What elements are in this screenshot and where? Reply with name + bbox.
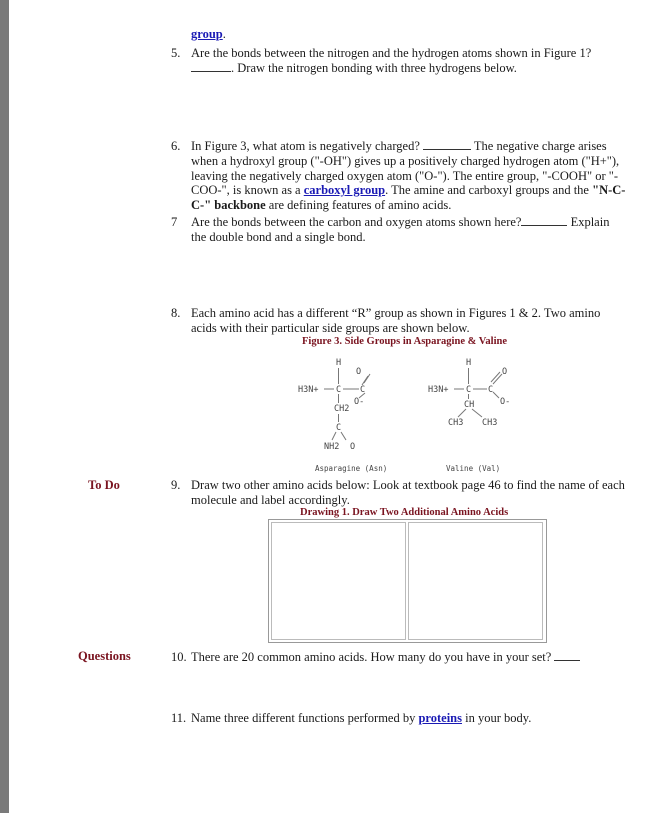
asparagine-label: Asparagine (Asn) [315, 464, 388, 473]
carboxyl-group-link[interactable]: carboxyl group [303, 183, 386, 198]
atom-c: C [466, 385, 472, 395]
backbone-bold-text: "N-C-C-" backbone [191, 183, 626, 213]
question-text: Each amino acid has a different “R” group as shown in Figures 1 & 2. Two amino acids with their particular side groups are shown below. [191, 306, 601, 335]
question-text-continued: Explain the double bond and a single bond. [191, 215, 610, 244]
question-text: Name three different functions performed by [191, 711, 419, 725]
question-text: There are 20 common amino acids. How many do you have in your set? [191, 650, 552, 664]
answer-blank[interactable] [423, 139, 471, 150]
question-number: 6. [171, 139, 181, 153]
valine-label: Valine (Val) [446, 464, 501, 473]
atom-c: C [488, 385, 494, 395]
atom-h3n: H3N+ [428, 385, 449, 395]
proteins-link[interactable]: proteins [418, 711, 462, 725]
sidebar-todo-label: To Do [88, 478, 120, 492]
page-edge-bar [0, 0, 9, 813]
atom-ch2: CH2 [334, 404, 350, 414]
question-text-continued: in your body. [462, 711, 532, 725]
top-link-line: group. [191, 27, 226, 41]
atom-c: C [360, 385, 366, 395]
figure-3-caption: Figure 3. Side Groups in Asparagine & Valine [302, 336, 507, 347]
question-number: 11. [171, 711, 187, 725]
question-9 [171, 478, 626, 508]
question-11 [171, 711, 626, 726]
question-10 [171, 650, 641, 665]
sidebar-questions-label: Questions [78, 649, 131, 663]
atom-h: H [466, 358, 472, 368]
question-7 [171, 215, 626, 245]
atom-ch: CH [464, 400, 475, 410]
atom-nh2: NH2 [324, 442, 340, 452]
atom-ch3: CH3 [482, 418, 498, 428]
atom-o: O [350, 442, 356, 452]
group-link[interactable]: group [191, 27, 223, 41]
answer-blank[interactable] [521, 215, 567, 226]
drawing-box-left[interactable] [271, 522, 406, 640]
asparagine-structure [290, 352, 380, 452]
question-number: 5. [171, 46, 181, 60]
atom-h: H [336, 358, 342, 368]
question-number: 9. [171, 478, 181, 492]
question-number: 10. [171, 650, 187, 664]
answer-blank[interactable] [191, 61, 231, 72]
atom-o-minus: O- [354, 397, 365, 407]
drawing-area [268, 519, 547, 643]
question-text-continued: are defining features of amino acids. [265, 198, 452, 213]
atom-h3n: H3N+ [298, 385, 319, 395]
atom-c: C [336, 423, 342, 433]
question-8 [171, 306, 626, 336]
valine-structure [426, 352, 526, 432]
question-text: In Figure 3, what atom is negatively charged? [191, 139, 423, 153]
question-6 [171, 139, 626, 213]
atom-ch3: CH3 [448, 418, 464, 428]
question-text: Are the bonds between the carbon and oxygen atoms shown here? [191, 215, 522, 229]
drawing-box-right[interactable] [408, 522, 543, 640]
answer-blank[interactable] [554, 650, 580, 661]
question-text-continued: . The amine and carboxyl groups and the [385, 183, 593, 198]
question-5 [171, 46, 626, 76]
question-number: 7 [171, 215, 178, 229]
question-text-continued: . Draw the nitrogen bonding with three hydrogens below. [231, 60, 517, 75]
question-text: Draw two other amino acids below: Look at textbook page 46 to find the name of each molecule and label accordingly. [191, 478, 625, 507]
atom-o-minus: O- [500, 397, 511, 407]
question-text-continued: The negative charge arises when a hydroxyl group ("-OH") gives up a positively charged hydrogen atom ("H+"), leaving the negatively charged oxygen atom ("O-"). The entire group, "-COOH" or "-COO-", is known as a [191, 139, 620, 198]
atom-o: O [502, 367, 508, 377]
question-number: 8. [171, 306, 181, 320]
drawing-1-caption: Drawing 1. Draw Two Additional Amino Acids [300, 507, 509, 518]
question-text: Are the bonds between the nitrogen and the hydrogen atoms shown in Figure 1? [191, 46, 592, 60]
atom-c: C [336, 385, 342, 395]
atom-o: O [356, 367, 362, 377]
